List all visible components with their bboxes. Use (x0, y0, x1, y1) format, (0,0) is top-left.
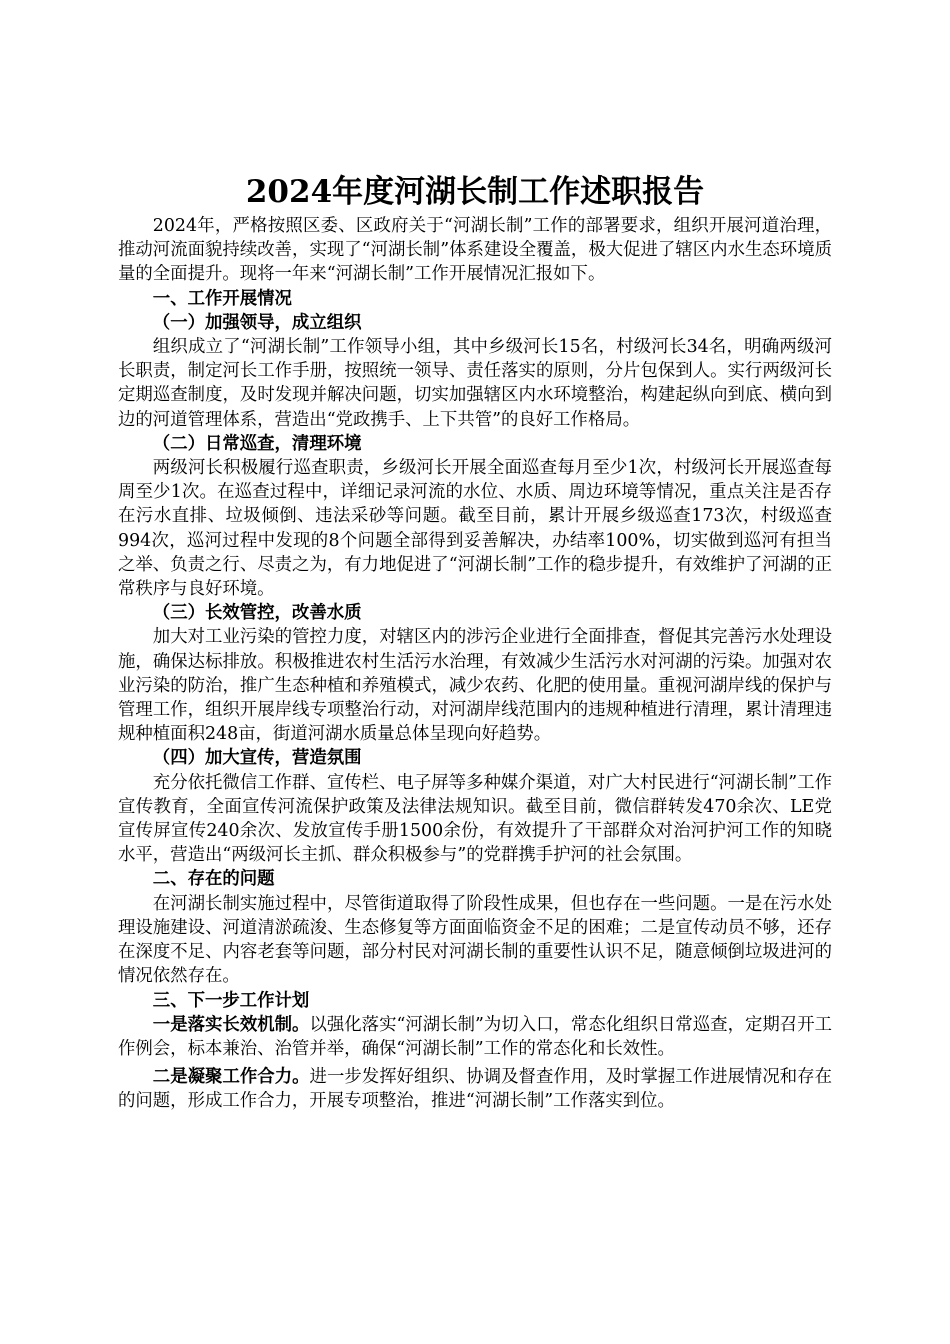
subsection-paragraph-1-1: 组织成立了“河湖长制”工作领导小组，其中乡级河长15名，村级河长34名，明确两级河长职责，制定河长工作手册，按照统一领导、责任落实的原则，分片包保到人。实行两级河长定期巡查制度，及时发现并解决问题，切实加强辖区内水环境整治，构建起纵向到底、横向到边的河道管理体系，营造出“党政携手、上下共管”的良好工作格局。 (118, 337, 832, 430)
section-paragraph-2: 在河湖长制实施过程中，尽管街道取得了阶段性成果，但也存在一些问题。一是在污水处理设施建设、河道清淤疏浚、生态修复等方面面临资金不足的困难；二是宣传动员不够，还存在深度不足、内容老套等问题，部分村民对河湖长制的重要性认识不足，随意倾倒垃圾进河的情况依然存在。 (118, 893, 832, 987)
intro-paragraph: 2024年，严格按照区委、区政府关于“河湖长制”工作的部署要求，组织开展河道治理，推动河流面貌持续改善，实现了“河湖长制”体系建设全覆盖，极大促进了辖区内水生态环境质量的全面提升。现将一年来“河湖长制”工作开展情况汇报如下。 (118, 216, 832, 285)
subsection-heading-1-1: （一）加强领导，成立组织 (152, 312, 362, 333)
document-title: 2024年度河湖长制工作述职报告 (245, 174, 705, 210)
subsection-heading-1-4: （四）加大宣传，营造氛围 (152, 748, 362, 769)
subsection-paragraph-1-4: 充分依托微信工作群、宣传栏、电子屏等多种媒介渠道，对广大村民进行“河湖长制”工作宣传教育，全面宣传河流保护政策及法律法规知识。截至目前，微信群转发470余次、LE党宣传屏宣传240余次、发放宣传手册1500余份，有效提升了干部群众对治河护河工作的知晓水平，营造出“两级河长主抓、群众积极参与”的党群携手护河的社会氛围。 (118, 772, 832, 866)
plan-text-2: 进一步发挥好组织、协调及督查作用，及时掌握工作进展情况和存在的问题，形成工作合力，开展专项整治，推进“河湖长制”工作落实到位。 (118, 1067, 832, 1112)
plan-text-1: 以强化落实“河湖长制”为切入口，常态化组织日常巡查，定期召开工作例会，标本兼治、治管并举，确保“河湖长制”工作的常态化和长效性。 (118, 1014, 832, 1059)
subsection-heading-1-2: （二）日常巡查，清理环境 (152, 433, 362, 454)
plan-paragraph-2 (118, 1065, 832, 1113)
subsection-paragraph-1-3: 加大对工业污染的管控力度，对辖区内的涉污企业进行全面排查，督促其完善污水处理设施，确保达标排放。积极推进农村生活污水治理，有效减少生活污水对河湖的污染。加强对农业污染的防治，推广生态种植和养殖模式，减少农药、化肥的使用量。重视河湖岸线的保护与管理工作，组织开展岸线专项整治行动，对河湖岸线范围内的违规种植进行清理，累计清理违规种植面积248亩，街道河湖水质量总体呈现向好趋势。 (118, 627, 832, 745)
document-page (118, 172, 832, 1114)
plan-lead-2: 二是凝聚工作合力。 (152, 1067, 310, 1088)
section-heading-1: 一、工作开展情况 (152, 288, 292, 309)
plan-paragraph-1 (118, 1013, 832, 1061)
plan-lead-1: 一是落实长效机制。 (152, 1014, 310, 1035)
subsection-paragraph-1-2: 两级河长积极履行巡查职责，乡级河长开展全面巡查每月至少1次，村级河长开展巡查每周至少1次。在巡查过程中，详细记录河流的水位、水质、周边环境等情况，重点关注是否存在污水直排、垃圾倾倒、违法采砂等问题。截至目前，累计开展乡级巡查173次，村级巡查994次，巡河过程中发现的8个问题全部得到妥善解决，办结率100%，切实做到巡河有担当之举、负责之行、尽责之为，有力地促进了“河湖长制”工作的稳步提升，有效维护了河湖的正常秩序与良好环境。 (118, 458, 832, 600)
section-heading-2: 二、存在的问题 (152, 869, 275, 890)
subsection-heading-1-3: （三）长效管控，改善水质 (152, 603, 362, 624)
section-heading-3: 三、下一步工作计划 (152, 990, 310, 1011)
